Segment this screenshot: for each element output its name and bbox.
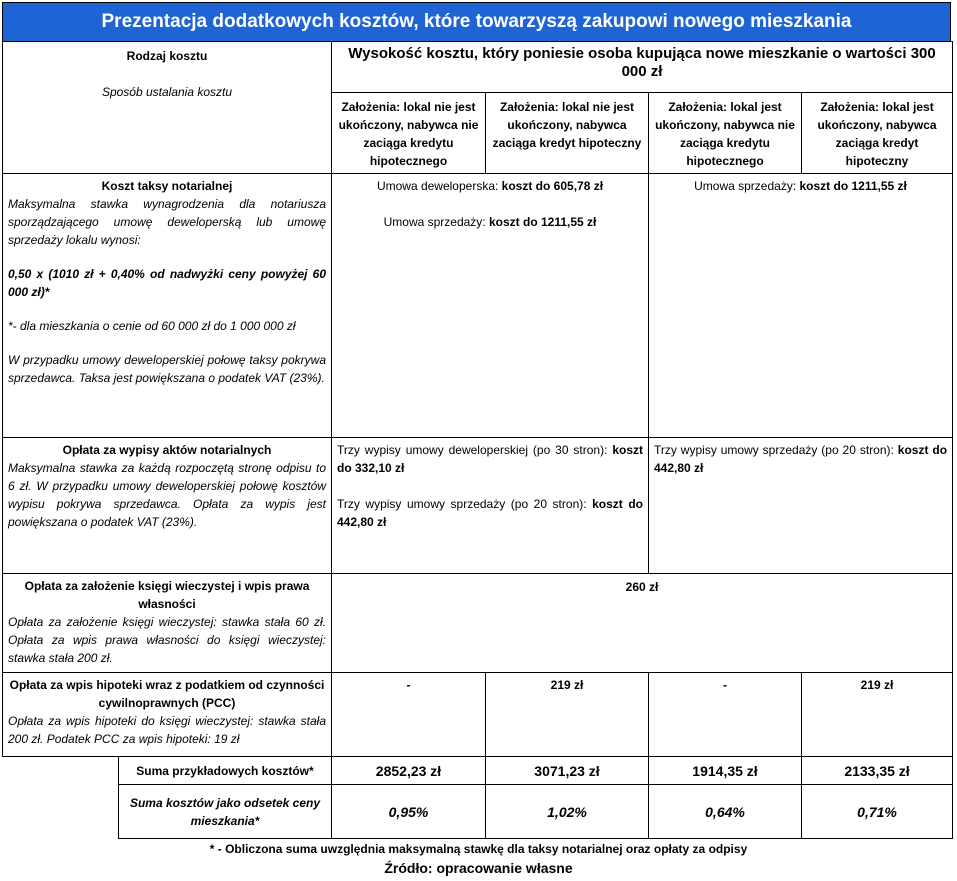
sum-label: Suma przykładowych kosztów* xyxy=(119,757,332,785)
notary-unfinished-cell xyxy=(332,174,649,438)
mortgage-value-2: 219 zł xyxy=(486,673,649,757)
assumption-4: Założenia: lokal jest ukończony, nabywca zaciąga kredyt hipoteczny xyxy=(802,93,953,174)
copies-sale: Trzy wypisy umowy sprzedaży (po 20 stron): koszt do 442,80 zł xyxy=(337,497,644,529)
header-left-cell xyxy=(3,42,332,174)
copies-title: Opłata za wypisy aktów notarialnych xyxy=(62,443,272,457)
copies-unfinished-cell xyxy=(332,438,649,574)
notary-finished-sale-contract: Umowa sprzedaży: koszt do 1211,55 zł xyxy=(694,179,907,193)
notary-finished-cell xyxy=(649,174,953,438)
land-register-row xyxy=(3,574,953,673)
assumption-1: Założenia: lokal nie jest ukończony, nabywca nie zaciąga kredytu hipotecznego xyxy=(332,93,486,174)
copies-finished-sale: Trzy wypisy umowy sprzedaży (po 20 stron): koszt do 442,80 zł xyxy=(654,443,948,475)
mortgage-row xyxy=(3,673,953,757)
notary-note: *- dla mieszkania o cenie od 60 000 zł do 1 000 000 zł xyxy=(8,319,296,333)
pct-label: Suma kosztów jako odsetek ceny mieszkania* xyxy=(119,785,332,839)
mortgage-title: Opłata za wpis hipoteki wraz z podatkiem od czynności cywilnoprawnych (PCC) xyxy=(9,678,325,710)
amount-heading: Wysokość kosztu, który poniesie osoba kupująca nowe mieszkanie o wartości 300 000 zł xyxy=(332,42,953,93)
costs-table xyxy=(2,41,953,839)
pct-value-1: 0,95% xyxy=(332,785,486,839)
source-note: Źródło: opracowanie własne xyxy=(384,860,573,876)
notary-sale-contract: Umowa sprzedaży: koszt do 1211,55 zł xyxy=(383,215,597,229)
mortgage-value-4: 219 zł xyxy=(802,673,953,757)
mortgage-value-1: - xyxy=(332,673,486,757)
notary-row xyxy=(3,174,953,438)
copies-developer: Trzy wypisy umowy deweloperskiej (po 30 stron): koszt do 332,10 zł xyxy=(337,443,643,475)
sum-value-1: 2852,23 zł xyxy=(332,757,486,785)
assumption-3: Założenia: lokal jest ukończony, nabywca nie zaciąga kredytu hipotecznego xyxy=(649,93,802,174)
footnote: * - Obliczona suma uwzględnia maksymalną stawkę dla taksy notarialnej oraz opłaty za odpisy xyxy=(209,842,748,856)
pct-value-4: 0,71% xyxy=(802,785,953,839)
sum-value-3: 1914,35 zł xyxy=(649,757,802,785)
sum-row xyxy=(3,757,953,785)
cost-type-heading: Rodzaj kosztu xyxy=(126,49,208,63)
pct-value-2: 1,02% xyxy=(486,785,649,839)
header-row xyxy=(3,42,953,93)
copies-desc: Maksymalna stawka za każdą rozpoczętą stronę odpisu to 6 zł. W przypadku umowy deweloperskiej połowę kosztów wypisu pokrywa sprzedawca. Opłata za wypis jest powiększana o podatek VAT (23%). xyxy=(8,461,326,529)
land-register-value: 260 zł xyxy=(332,574,953,673)
copies-finished-cell xyxy=(649,438,953,574)
mortgage-desc: Opłata za wpis hipoteki do księgi wieczystej: stawka stała 200 zł. Podatek PCC za wpis hipoteki: 19 zł xyxy=(8,714,326,746)
copies-row xyxy=(3,438,953,574)
method-heading: Sposób ustalania kosztu xyxy=(101,85,233,99)
land-register-desc-cell xyxy=(3,574,332,673)
page-title: Prezentacja dodatkowych kosztów, które towarzyszą zakupowi nowego mieszkania xyxy=(2,2,951,42)
mortgage-desc-cell xyxy=(3,673,332,757)
land-register-desc: Opłata za założenie księgi wieczystej: stawka stała 60 zł. Opłata za wpis prawa własności do księgi wieczystej: stawka stała 200 zł. xyxy=(8,615,326,665)
sum-value-2: 3071,23 zł xyxy=(486,757,649,785)
sum-value-4: 2133,35 zł xyxy=(802,757,953,785)
copies-desc-cell xyxy=(3,438,332,574)
notary-desc-cell xyxy=(3,174,332,438)
notary-desc: Maksymalna stawka wynagrodzenia dla notariusza sporządzającego umowę deweloperską lub umowę sprzedaży lokalu wynosi: xyxy=(8,197,326,247)
notary-formula: 0,50 x (1010 zł + 0,40% od nadwyżki ceny powyżej 60 000 zł)* xyxy=(8,267,326,299)
notary-title: Koszt taksy notarialnej xyxy=(101,179,233,193)
pct-row xyxy=(3,785,953,839)
assumption-2: Założenia: lokal nie jest ukończony, nabywca zaciąga kredyt hipoteczny xyxy=(486,93,649,174)
pct-value-3: 0,64% xyxy=(649,785,802,839)
notary-developer-contract: Umowa deweloperska: koszt do 605,78 zł xyxy=(376,179,604,193)
notary-desc2: W przypadku umowy deweloperskiej połowę taksy pokrywa sprzedawca. Taksa jest powiększana o podatek VAT (23%). xyxy=(8,353,326,385)
mortgage-value-3: - xyxy=(649,673,802,757)
land-register-title: Opłata za założenie księgi wieczystej i wpis prawa własności xyxy=(24,579,310,611)
